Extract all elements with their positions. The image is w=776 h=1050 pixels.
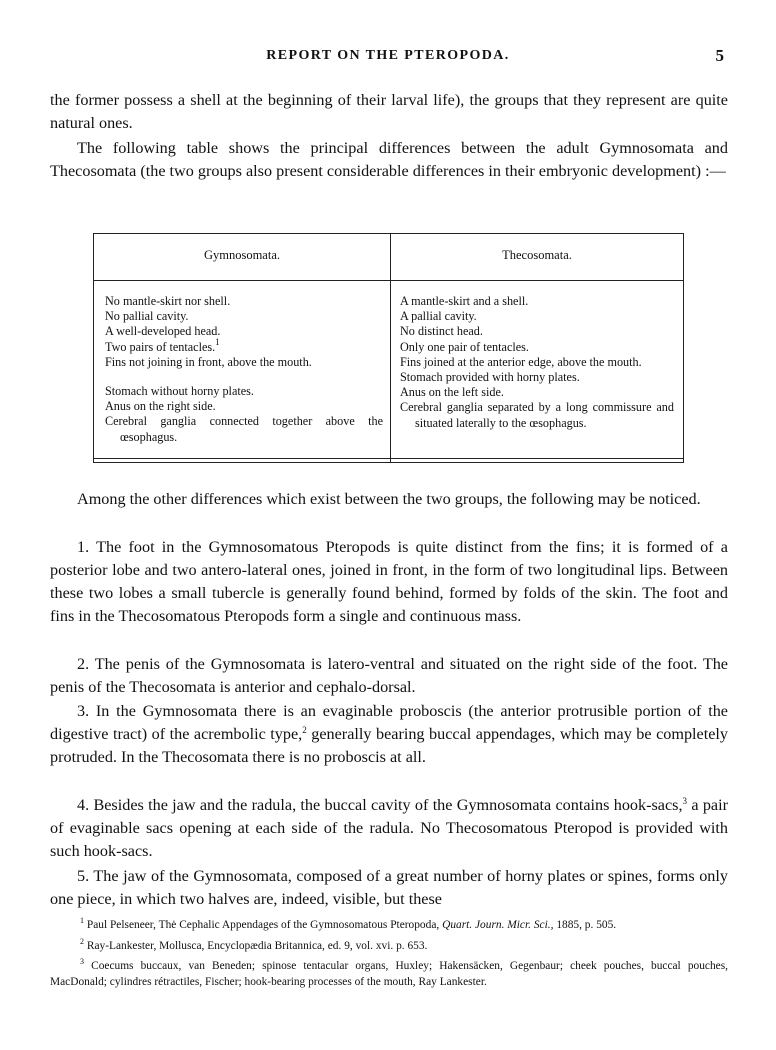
running-title: REPORT ON THE PTEROPODA. bbox=[266, 48, 510, 63]
footnote-marker: 3 bbox=[80, 957, 84, 966]
point-3-text-b: generally bearing buccal appendages, which may be completely protruded. In the Thecosomata there is no proboscis at all. bbox=[50, 725, 729, 766]
footnote-ref: 3 bbox=[682, 796, 688, 806]
footnote-marker: 1 bbox=[80, 916, 84, 925]
table-cell: Stomach provided with horny plates. bbox=[400, 370, 580, 385]
running-head bbox=[0, 46, 776, 68]
table-cell: Anus on the right side. bbox=[105, 399, 216, 414]
table-cell: No distinct head. bbox=[400, 324, 483, 339]
intro-paragraph-continued: the former possess a shell at the beginning of their larval life), the groups that they represent are quite natural ones. bbox=[50, 91, 728, 132]
point-4-text-a: 4. Besides the jaw and the radula, the buccal cavity of the Gymnosomata contains hook-sacs, bbox=[77, 796, 683, 814]
intro-paragraph-table-lead: The following table shows the principal differences between the adult Gymnosomata and Thecosomata (the two groups also present considerable differences in their embryonic development) :— bbox=[50, 139, 728, 180]
column-header-gymnosomata: Gymnosomata. bbox=[203, 248, 281, 262]
point-3-text-a: 3. In the Gymnosomata there is an evaginable proboscis (the anterior protrusible portion of the digestive tract) of the acrembolic type, bbox=[50, 702, 728, 743]
table-column-divider bbox=[390, 233, 391, 463]
footnote-text: Ray-Lankester, Mollusca, Encyclopædia Britannica, ed. 9, vol. xvi. p. 653. bbox=[86, 939, 428, 952]
footnote-text: Paul Pelseneer, Thė Cephalic Appendages of the Gymnosomatous Pteropoda, bbox=[86, 919, 440, 931]
footnote-1 bbox=[50, 913, 728, 934]
table-cell: Stomach without horny plates. bbox=[105, 384, 254, 399]
table-cell-text: Two pairs of tentacles. bbox=[105, 339, 216, 354]
table-cell: Cerebral ganglia connected together above the œsophagus. bbox=[105, 414, 383, 444]
footnote-journal: Quart. Journ. Micr. Sci., bbox=[442, 919, 554, 931]
table-bottom-rule bbox=[94, 458, 683, 459]
table-cell: A pallial cavity. bbox=[400, 309, 477, 324]
table-cell: Only one pair of tentacles. bbox=[400, 339, 529, 354]
footnote-text: 1885, p. 505. bbox=[556, 919, 617, 931]
difference-point-1: 1. The foot in the Gymnosomatous Pteropods is quite distinct from the fins; it is formed of a posterior lobe and two antero-lateral ones, joined in front, in the form of two longitudinal lips. Between these two lobes a small tubercle is generally found behind, formed by folds of the skin. The foot and fins in the Thecosomatous Pteropods form a single and continuous mass. bbox=[50, 538, 728, 625]
difference-point-2: 2. The penis of the Gymnosomata is latero-ventral and situated on the right side of the foot. The penis of the Thecosomata is anterior and cephalo-dorsal. bbox=[50, 655, 728, 696]
footnote-text: Coecums buccaux, van Beneden; spinose tentacular organs, Huxley; Hakensäcken, Gegenbaur; cheek pouches, buccal pouches, MacDonald; cylindres rétractiles, Fischer; hook-bearing processes of the mouth, Ray Lankester. bbox=[50, 960, 728, 988]
table-cell: A well-developed head. bbox=[105, 324, 221, 339]
point-4-text-b: a pair of evaginable sacs opening at each side of the radula. No Thecosomatous Pteropod is provided with such hook-sacs. bbox=[50, 796, 728, 860]
table-cell: No mantle-skirt nor shell. bbox=[105, 294, 231, 308]
footnote-marker: 2 bbox=[80, 936, 84, 946]
table-cell: No pallial cavity. bbox=[105, 309, 189, 324]
table-header-rule bbox=[94, 280, 683, 281]
difference-point-4 bbox=[50, 794, 728, 863]
gymnosomata-traits bbox=[105, 294, 383, 445]
table-cell: Cerebral ganglia separated by a long commissure and situated laterally to the œsophagus. bbox=[400, 400, 674, 430]
difference-point-3 bbox=[50, 700, 728, 769]
table-top-rule bbox=[94, 233, 683, 234]
footnote-ref: 1 bbox=[215, 336, 220, 347]
table-bottom-rule-double bbox=[94, 462, 683, 463]
difference-point-5: 5. The jaw of the Gymnosomata, composed of a great number of horny plates or spines, forms only one piece, in which two halves are, indeed, visible, but these bbox=[50, 867, 728, 908]
column-header-thecosomata: Thecosomata. bbox=[502, 248, 572, 262]
table-cell: Fins joined at the anterior edge, above the mouth. bbox=[400, 354, 642, 369]
table-cell: Fins not joining in front, above the mouth. bbox=[105, 354, 312, 369]
footnote-ref: 2 bbox=[302, 725, 307, 735]
table-cell bbox=[105, 336, 383, 355]
differences-intro: Among the other differences which exist between the two groups, the following may be noticed. bbox=[77, 490, 701, 508]
footnote-3 bbox=[50, 954, 728, 990]
table-cell: A mantle-skirt and a shell. bbox=[400, 294, 529, 308]
footnotes bbox=[50, 913, 728, 990]
page-number: 5 bbox=[715, 46, 724, 65]
footnote-2 bbox=[50, 934, 728, 955]
comparison-table bbox=[93, 233, 684, 463]
table-cell: Anus on the left side. bbox=[400, 385, 504, 400]
thecosomata-traits bbox=[400, 294, 674, 431]
